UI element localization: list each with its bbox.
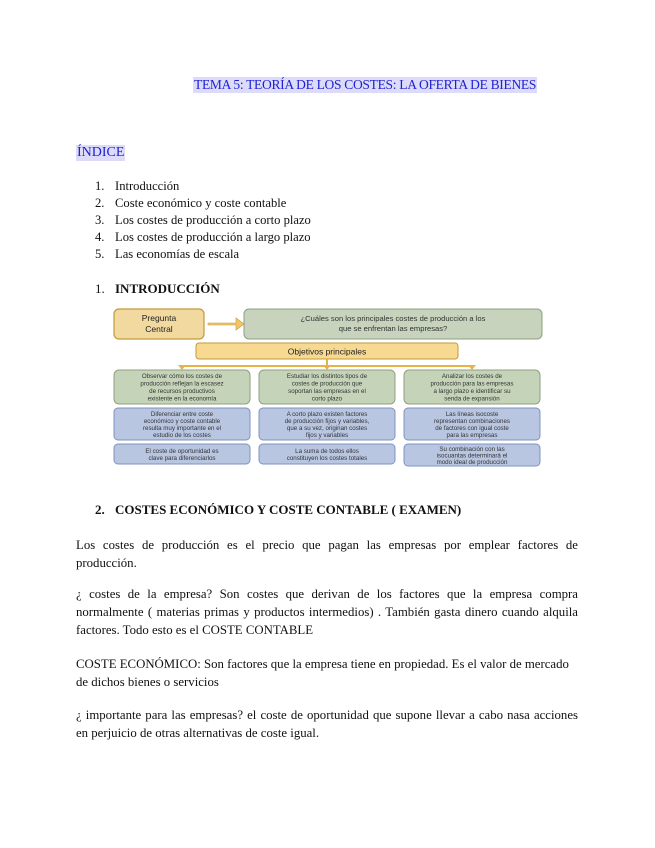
paragraph: ¿ importante para las empresas? el coste de oportunidad que supone llevar a cabo nasa acciones en perjuicio de otras alternativas de coste igual. xyxy=(76,708,578,740)
toc-item xyxy=(95,212,311,229)
toc-item xyxy=(95,246,311,263)
toc-number: 5. xyxy=(95,247,105,261)
toc-label: Los costes de producción a corto plazo xyxy=(115,213,311,227)
paragraph: COSTE ECONÓMICO: Son factores que la empresa tiene en propiedad. Es el valor de mercado de dichos bienes o servicios xyxy=(76,657,569,689)
central-question-line: que se enfrentan las empresas? xyxy=(338,324,448,333)
objective-line: existente en la economía xyxy=(147,395,217,403)
objective-line: de recursos productivos xyxy=(149,388,215,395)
objective-line: producción para las empresas xyxy=(430,380,514,388)
connector-arrow xyxy=(468,365,476,370)
objective-line: Estudiar los distintos tipos de xyxy=(286,373,368,380)
objectives-label: Objetivos principales xyxy=(287,346,367,357)
toc-label: Coste económico y coste contable xyxy=(115,196,287,210)
section-2-heading xyxy=(95,502,461,518)
objective-line: costes de producción que xyxy=(291,380,363,388)
detail-line: resulta muy importante en el xyxy=(142,425,222,432)
toc-label: Los costes de producción a largo plazo xyxy=(115,230,311,244)
section-1-number: 1. xyxy=(95,281,105,296)
objective-line: Analizar los costes de xyxy=(441,373,503,380)
detail-line: La suma de todos ellos xyxy=(295,448,359,455)
detail-line: de producción fijos y variables, xyxy=(284,418,370,425)
detail-line: económico y coste contable xyxy=(143,418,221,425)
objective-line: producción reflejan la escasez xyxy=(140,380,224,388)
detail-line: Diferenciar entre coste xyxy=(150,411,214,418)
toc-number: 2. xyxy=(95,196,105,210)
paragraph: Los costes de producción es el precio que pagan las empresas por emplear factores de producción. xyxy=(76,538,578,570)
central-label-line: Central xyxy=(145,324,173,334)
detail-line: El coste de oportunidad es xyxy=(145,448,219,455)
objective-line: corto plazo xyxy=(311,395,343,403)
section-2-number: 2. xyxy=(95,502,105,517)
section-2-title: COSTES ECONÓMICO Y COSTE CONTABLE ( EXAMEN) xyxy=(115,502,462,517)
objective-line: a largo plazo e identificar su xyxy=(433,388,511,395)
objective-line: Observar cómo los costes de xyxy=(141,373,223,380)
section-1-heading xyxy=(95,281,220,297)
toc-label: Introducción xyxy=(115,179,180,193)
detail-line: estudio de los costes xyxy=(153,432,211,439)
toc-number: 1. xyxy=(95,179,105,193)
table-of-contents xyxy=(95,178,311,263)
toc-label: Las economías de escala xyxy=(115,247,240,261)
detail-line: que a su vez, originan costes xyxy=(286,425,368,432)
detail-line: constituyen los costes totales xyxy=(286,455,368,462)
paragraph: ¿ costes de la empresa? Son costes que derivan de los factores que la empresa compra normalmente ( materias primas y productos intermedios) . También gasta dinero cuando alquila factores. Todo esto es el COSTE CONTABLE xyxy=(76,587,578,637)
detail-line: representan combinaciones xyxy=(433,418,511,425)
section-1-title: INTRODUCCIÓN xyxy=(115,281,220,296)
toc-item xyxy=(95,178,311,195)
detail-line: de factores con igual coste xyxy=(435,425,509,432)
detail-line: clave para diferenciarlos xyxy=(148,455,216,462)
detail-line: A corto plazo existen factores xyxy=(286,411,368,418)
detail-line: Las líneas isocoste xyxy=(445,411,499,418)
arrow-icon xyxy=(208,318,244,330)
toc-item xyxy=(95,229,311,246)
detail-line: fijos y variables xyxy=(305,432,349,439)
central-label-line: Pregunta xyxy=(141,313,177,323)
detail-line: Su combinación con las xyxy=(439,446,505,453)
document-title: TEMA 5: TEORÍA DE LOS COSTES: LA OFERTA DE BIENES xyxy=(194,77,537,92)
index-heading: ÍNDICE xyxy=(77,145,125,160)
detail-line: modo ideal de producción xyxy=(436,459,508,466)
toc-number: 4. xyxy=(95,230,105,244)
detail-line: para las empresas xyxy=(446,432,498,439)
connector-arrow xyxy=(323,365,331,370)
concept-diagram xyxy=(110,306,546,468)
objective-line: soportan las empresas en el xyxy=(288,388,366,395)
connector-arrow xyxy=(178,365,186,370)
toc-number: 3. xyxy=(95,213,105,227)
toc-item xyxy=(95,195,311,212)
objective-line: senda de expansión xyxy=(444,395,500,403)
central-question-line: ¿Cuáles son los principales costes de producción a los xyxy=(300,314,486,323)
detail-line: isocuantas determinará el xyxy=(436,452,508,460)
